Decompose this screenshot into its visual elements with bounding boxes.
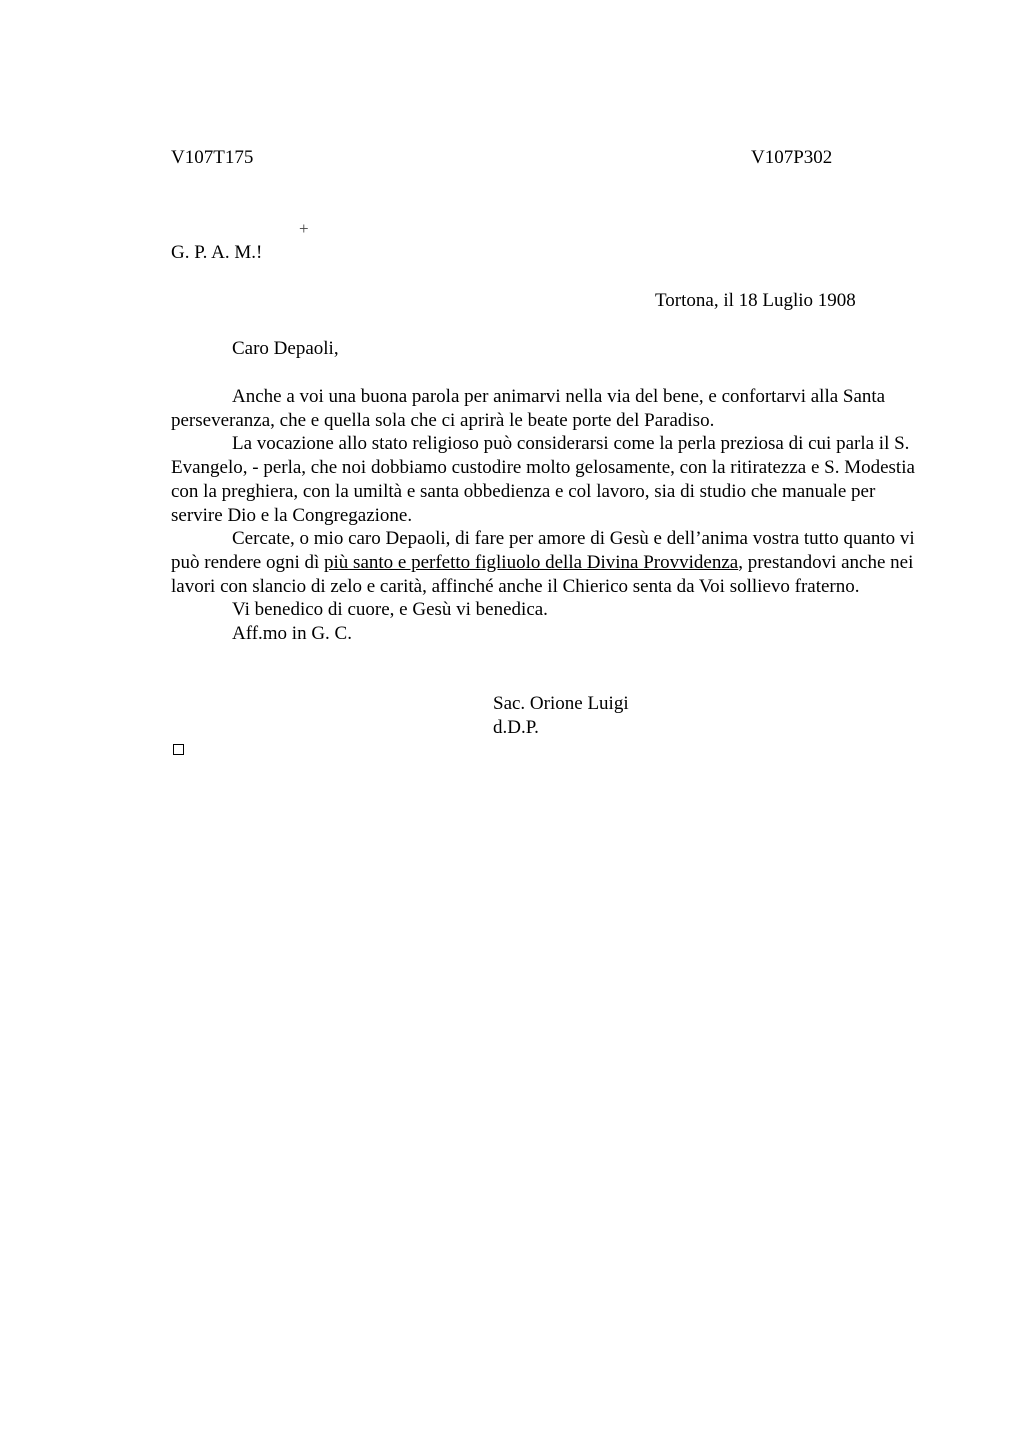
salutation: Caro Depaoli, bbox=[232, 338, 339, 359]
closing: Aff.mo in G. C. bbox=[232, 623, 352, 645]
document-ref-left: V107T175 bbox=[171, 147, 254, 168]
paragraph-4: Vi benedico di cuore, e Gesù vi benedica. bbox=[232, 599, 548, 621]
cross-symbol: + bbox=[299, 219, 309, 238]
paragraph-2: La vocazione allo stato religioso può considerarsi come la perla preziosa di cui parla il S. Evangelo, - perla, che noi dobbiamo custodire molto gelosamente, con la ritiratezza e S. Modestia con la preghiera, con la umiltà e santa obbedienza e col lavoro, sia di studio che manuale per servire Dio e la Congregazione. bbox=[171, 433, 915, 526]
paragraph-3-end: , prestandovi anche nei lavori con slancio di zelo e carità, affinché anche il Chierico senta da Voi sollievo fraterno. bbox=[171, 551, 914, 597]
signature-title: d.D.P. bbox=[493, 717, 539, 738]
document-ref-right: V107P302 bbox=[751, 147, 833, 168]
signature-name: Sac. Orione Luigi bbox=[493, 693, 629, 714]
paragraph-3 bbox=[171, 527, 931, 598]
paragraph-1: Anche a voi una buona parola per animarvi nella via del bene, e confortarvi alla Santa perseveranza, che e quella sola che ci aprirà le beate porte del Paradiso. bbox=[171, 386, 886, 431]
place-date: Tortona, il 18 Luglio 1908 bbox=[655, 290, 856, 311]
end-marker-box-icon bbox=[173, 744, 184, 755]
invocation: G. P. A. M.! bbox=[171, 242, 263, 263]
letter-body bbox=[171, 385, 931, 646]
underlined-phrase: più santo e perfetto figliuolo della Divina Provvidenza bbox=[324, 551, 739, 573]
paragraph-3-start: Cercate, o mio caro Depaoli, di fare per amore di Gesù e dell’anima vostra tutto quanto vi può rendere ogni dì bbox=[171, 528, 915, 573]
